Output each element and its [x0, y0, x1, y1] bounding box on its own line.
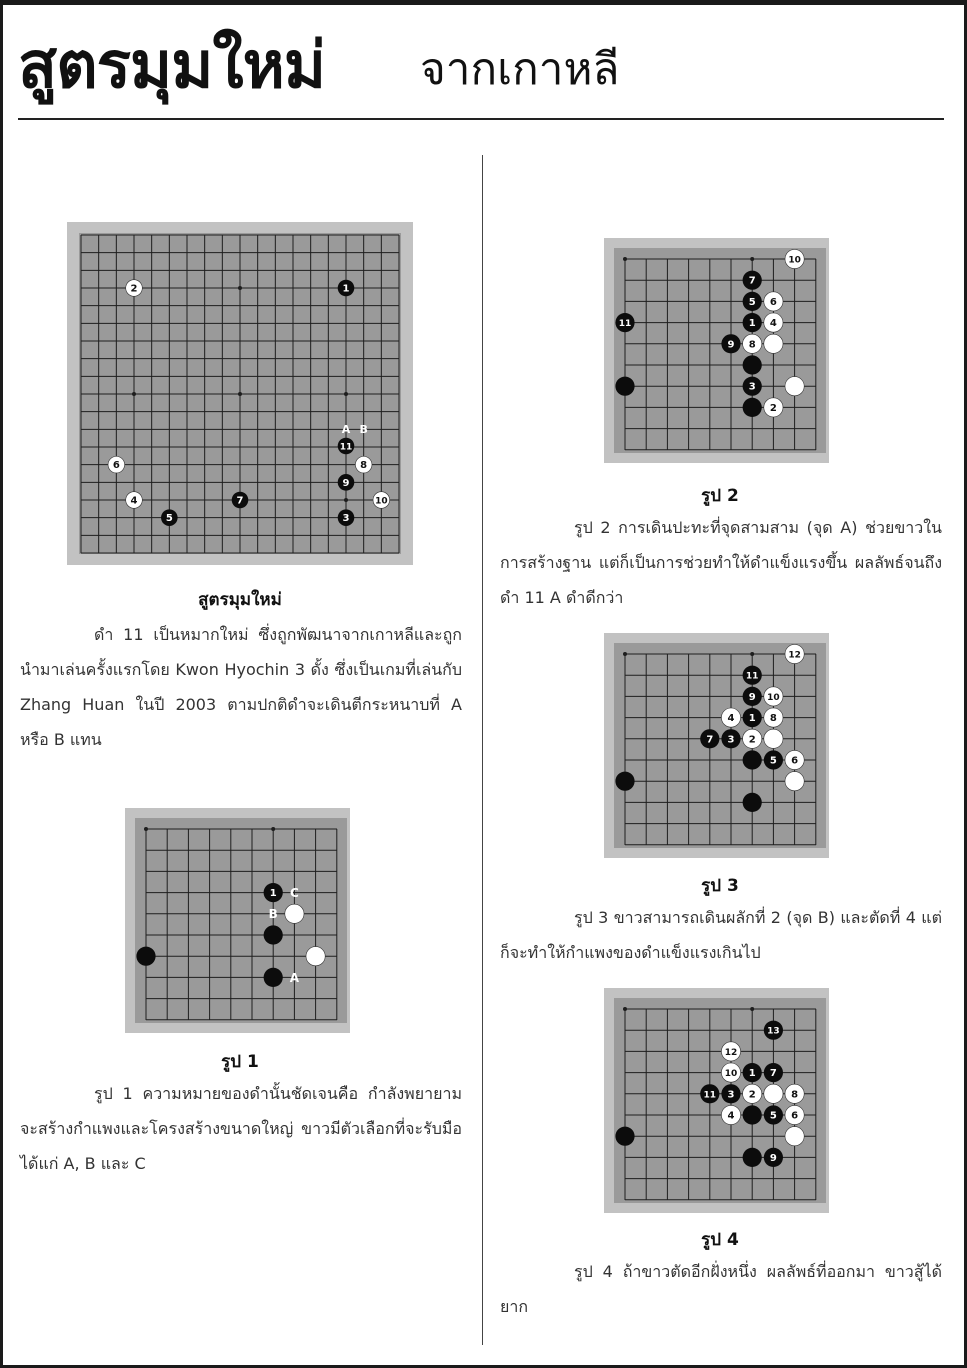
stone-label: 9	[727, 339, 735, 351]
figure-4-text: รูป 4 ถ้าขาวตัดอีกฝั่งหนึ่ง ผลลัพธ์ที่ออกมา ขาวสู้ได้ยาก	[500, 1262, 942, 1316]
stone-label: 4	[727, 1110, 735, 1122]
stone-label: 1	[748, 1068, 756, 1080]
stone-label: 6	[791, 755, 799, 767]
black-stone	[615, 377, 634, 396]
black-stone	[615, 772, 634, 791]
figure-2-board	[604, 238, 829, 463]
stone-label: 4	[130, 495, 138, 507]
white-stone	[764, 334, 783, 353]
black-stone	[743, 1105, 762, 1124]
white-stone	[785, 1127, 804, 1146]
star-point	[750, 257, 754, 261]
stone-label: 4	[769, 318, 777, 330]
page-subtitle: จากเกาหลี	[420, 44, 620, 95]
star-point	[238, 392, 242, 396]
stone-label: 8	[748, 339, 756, 351]
figure-2-text: รูป 2 การเดินปะทะที่จุดสามสาม (จุด A) ช่วยขาวในการสร้างฐาน แต่ก็เป็นการช่วยทำให้ดำแข็งแรงขึ้น ผลลัพธ์จนถึงดำ 11 A ดำดีกว่า	[500, 518, 942, 607]
star-point	[750, 1007, 754, 1011]
white-stone	[764, 729, 783, 748]
stone-label: 12	[724, 1047, 738, 1058]
star-point	[144, 827, 148, 831]
figure-3-caption: รูป 3	[701, 876, 739, 896]
stone-label: 10	[788, 255, 801, 266]
star-point	[623, 1007, 627, 1011]
stone-label: 8	[791, 1089, 799, 1101]
black-stone	[264, 925, 283, 944]
white-stone	[785, 772, 804, 791]
page-title: สูตรมุมใหม่	[18, 29, 325, 103]
stone-label: 11	[745, 671, 759, 682]
stone-label: 11	[618, 319, 632, 330]
black-stone	[743, 1148, 762, 1167]
star-point	[132, 392, 136, 396]
stone-label: 6	[791, 1110, 799, 1122]
stone-label: 12	[788, 650, 801, 661]
main-diagram-caption: สูตรมุมใหม่	[198, 590, 282, 610]
stone-label: 11	[339, 442, 353, 453]
star-point	[623, 652, 627, 656]
black-stone	[136, 947, 155, 966]
stone-label: 3	[727, 734, 735, 746]
stone-label: 1	[748, 318, 756, 330]
stone-label: 9	[342, 477, 350, 489]
white-stone	[306, 947, 325, 966]
figure-4-board	[604, 988, 829, 1213]
figure-1-board	[125, 808, 350, 1033]
page-frame-left	[0, 0, 3, 1368]
stone-label: 5	[769, 755, 777, 767]
star-point	[344, 392, 348, 396]
black-stone	[743, 793, 762, 812]
stone-label: 3	[748, 381, 756, 393]
star-point	[750, 652, 754, 656]
stone-label: 9	[769, 1152, 777, 1164]
board-mark: C	[289, 886, 299, 900]
stone-label: 10	[724, 1069, 738, 1080]
figure-2-caption: รูป 2	[701, 486, 739, 506]
figure-1-caption: รูป 1	[221, 1052, 259, 1072]
stone-label: 9	[748, 691, 756, 703]
column-divider	[482, 155, 483, 1345]
stone-label: 6	[112, 460, 120, 472]
stone-label: 8	[360, 460, 368, 472]
stone-label: 2	[130, 283, 138, 295]
figure-4-caption: รูป 4	[701, 1230, 739, 1250]
black-stone	[615, 1127, 634, 1146]
stone-label: 11	[703, 1090, 717, 1101]
black-stone	[743, 355, 762, 374]
stone-label: 3	[342, 513, 350, 525]
stone-label: 10	[767, 692, 780, 703]
stone-label: 13	[767, 1026, 780, 1037]
stone-label: 6	[769, 296, 777, 308]
star-point	[623, 257, 627, 261]
figure-3-text: รูป 3 ขาวสามารถเดินผลักที่ 2 (จุด B) และตัดที่ 4 แต่ก็จะทำให้กำแพงของดำแข็งแรงเกินไป	[500, 908, 942, 962]
main-go-board	[67, 222, 413, 565]
black-stone	[264, 968, 283, 987]
star-point	[344, 498, 348, 502]
white-stone	[785, 377, 804, 396]
stone-label: 7	[748, 275, 756, 287]
stone-label: 7	[706, 734, 714, 746]
stone-label: 8	[769, 713, 777, 725]
stone-label: 7	[236, 495, 244, 507]
star-point	[238, 286, 242, 290]
stone-label: 7	[769, 1068, 777, 1080]
board-mark: A	[289, 971, 300, 985]
star-point	[271, 827, 275, 831]
stone-label: 1	[342, 283, 350, 295]
black-stone	[743, 750, 762, 769]
stone-label: 3	[727, 1089, 735, 1101]
board-mark: B	[268, 907, 278, 921]
stone-label: 1	[269, 888, 277, 900]
black-stone	[743, 398, 762, 417]
stone-label: 2	[748, 1089, 756, 1101]
white-stone	[764, 1084, 783, 1103]
board-mark: B	[359, 423, 368, 436]
stone-label: 5	[769, 1110, 777, 1122]
figure-1-text: รูป 1 ความหมายของดำนั้นชัดเจนคือ กำลังพยายามจะสร้างกำแพงและโครงสร้างขนาดใหญ่ ขาวมีตัวเลือกที่จะรับมือได้แก่ A, B และ C	[20, 1084, 462, 1173]
stone-label: 5	[165, 513, 173, 525]
board-mark: A	[341, 423, 351, 436]
stone-label: 2	[748, 734, 756, 746]
stone-label: 1	[748, 713, 756, 725]
page-frame-top	[0, 0, 967, 5]
white-stone	[285, 904, 304, 923]
stone-label: 5	[748, 296, 756, 308]
figure-3-board	[604, 633, 829, 858]
stone-label: 4	[727, 713, 735, 725]
stone-label: 10	[375, 496, 388, 507]
stone-label: 2	[769, 402, 777, 414]
title-rule	[18, 118, 944, 120]
main-diagram-text: ดำ 11 เป็นหมากใหม่ ซึ่งถูกพัฒนาจากเกาหลีและถูกนำมาเล่นครั้งแรกโดย Kwon Hyochin 3 ดั้ง ซึ่งเป็นเกมที่เล่นกับ Zhang Huan ในปี 2003 ตามปกติดำจะเดินตีกระหนาบที่ A หรือ B แทน	[20, 625, 462, 749]
